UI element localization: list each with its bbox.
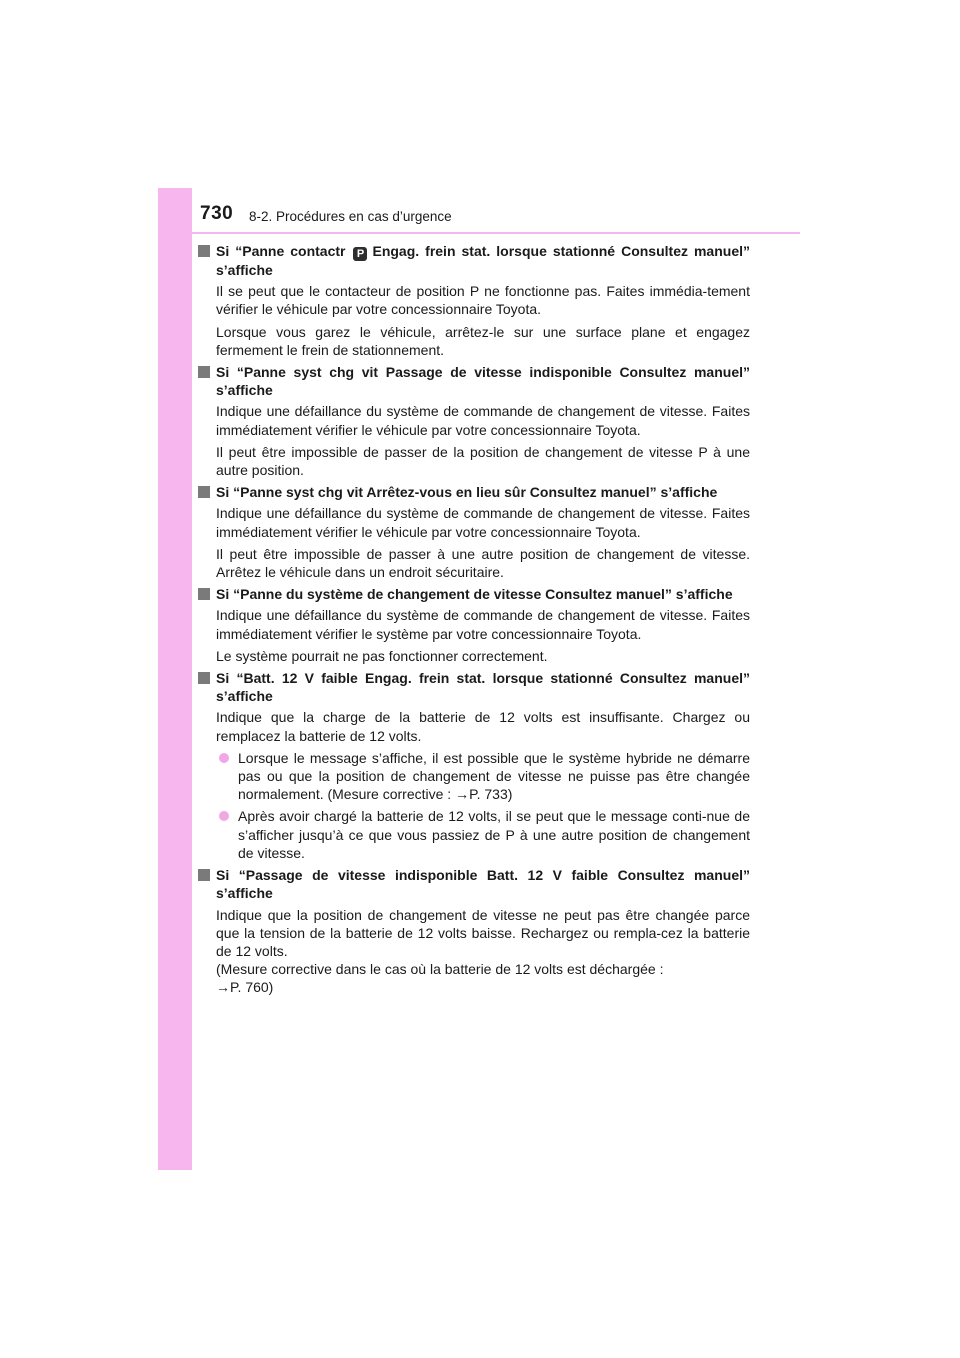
- section-panne-contactr: [198, 242, 750, 359]
- list-item: Lorsque le message s’affiche, il est possible que le système hybride ne démarre pas ou que la position de changement de vitesse ne puisse pas être changée normalement. (Mesure corrective : →P. 733): [216, 749, 750, 804]
- section-heading: Si “Batt. 12 V faible Engag. frein stat. lorsque stationné Consultez manuel” s’affiche: [198, 669, 750, 705]
- paragraph: Il peut être impossible de passer de la position de changement de vitesse P à une autre position.: [216, 443, 750, 479]
- square-bullet-icon: [198, 588, 210, 600]
- section-passage-batt-faible: [198, 866, 750, 996]
- section-heading: Si “Panne contactr P Engag. frein stat. lorsque stationné Consultez manuel” s’affiche: [198, 242, 750, 279]
- page-content: [198, 242, 750, 1001]
- paragraph: Lorsque vous garez le véhicule, arrêtez-le sur une surface plane et engagez fermement le frein de stationnement.: [216, 323, 750, 358]
- paragraph: Il se peut que le contacteur de position P ne fonctionne pas. Faites immédia-tement vérifier le véhicule par votre concessionnaire Toyota.: [216, 283, 750, 318]
- circle-bullet-icon: [219, 811, 229, 821]
- paragraph: Indique une défaillance du système de commande de changement de vitesse. Faites immédiatement vérifier le véhicule par votre concessionnaire Toyota.: [216, 403, 750, 438]
- page-tab-band: [158, 188, 192, 1170]
- header-rule: [192, 232, 800, 234]
- section-heading: Si “Panne syst chg vit Arrêtez-vous en lieu sûr Consultez manuel” s’affiche: [198, 483, 750, 501]
- section-heading: Si “Passage de vitesse indisponible Batt. 12 V faible Consultez manuel” s’affiche: [198, 866, 750, 902]
- paragraph: Indique que la charge de la batterie de 12 volts est insuffisante. Chargez ou remplacez la batterie de 12 volts.: [216, 709, 750, 744]
- section-heading: Si “Panne syst chg vit Passage de vitesse indisponible Consultez manuel” s’affiche: [198, 363, 750, 399]
- square-bullet-icon: [198, 245, 210, 257]
- circle-bullet-icon: [219, 753, 229, 763]
- paragraph: Indique une défaillance du système de commande de changement de vitesse. Faites immédiatement vérifier le système par votre concessionnaire Toyota.: [216, 607, 750, 642]
- section-heading: Si “Panne du système de changement de vitesse Consultez manuel” s’affiche: [198, 585, 750, 603]
- section-passage-indisponible: [198, 363, 750, 479]
- square-bullet-icon: [198, 486, 210, 498]
- section-batt-faible: [198, 669, 750, 862]
- section-title: 8-2. Procédures en cas d’urgence: [249, 209, 452, 224]
- section-panne-systeme: [198, 585, 750, 665]
- paragraph: Le système pourrait ne pas fonctionner correctement.: [216, 647, 548, 664]
- list-item: Après avoir chargé la batterie de 12 volts, il se peut que le message conti-nue de s’afficher jusqu’à ce que vous passiez de P à une autre position de changement de vitesse.: [216, 807, 750, 862]
- paragraph: Il peut être impossible de passer à une autre position de changement de vitesse. Arrêtez le véhicule dans un endroit sécuritaire.: [216, 545, 750, 581]
- p-position-icon: P: [353, 247, 367, 261]
- section-arretez-vous: [198, 483, 750, 581]
- page-number: 730: [200, 203, 234, 224]
- paragraph: Indique que la position de changement de vitesse ne peut pas être changée parce que la tension de la batterie de 12 volts baisse. Rechargez ou rempla-cez la batterie de 12 volts. (Mesure corrective dans le cas où la batterie de 12 volts est déchargée : →P. 760): [216, 906, 750, 996]
- paragraph: Indique une défaillance du système de commande de changement de vitesse. Faites immédiatement vérifier le véhicule par votre concessionnaire Toyota.: [216, 505, 750, 540]
- square-bullet-icon: [198, 672, 210, 684]
- square-bullet-icon: [198, 869, 210, 881]
- square-bullet-icon: [198, 366, 210, 378]
